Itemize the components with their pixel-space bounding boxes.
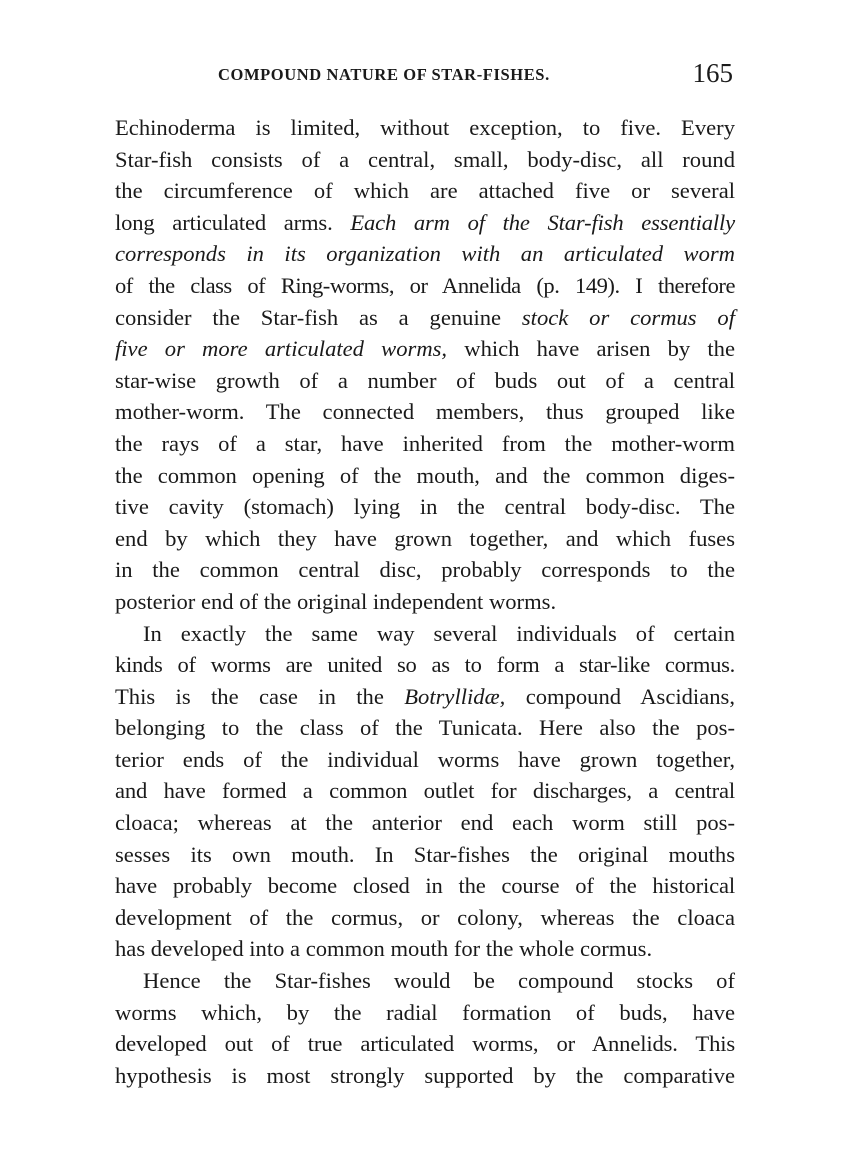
text-line: the common opening of the mouth, and the common diges- xyxy=(115,462,735,488)
text-line: end by which they have grown together, and which fuses xyxy=(115,525,735,551)
text-run: This is the case in the xyxy=(115,683,405,709)
text-line: cloaca; whereas at the anterior end each worm still pos- xyxy=(115,810,735,836)
text-line: kinds of worms are united so as to form a star-like cormus. xyxy=(115,652,735,678)
text-run: which have arisen by the xyxy=(447,336,735,362)
body-text xyxy=(115,112,735,1091)
italic-text: five or more articulated worms, xyxy=(115,336,448,362)
paragraph xyxy=(115,112,735,618)
text-line: tive cavity (stomach) lying in the central body-disc. The xyxy=(115,494,735,520)
text-line: mother-worm. The connected members, thus grouped like xyxy=(115,399,735,425)
text-line: belonging to the class of the Tunicata. Here also the pos- xyxy=(115,715,735,741)
italic-text: corresponds in its organization with an articulated worm xyxy=(115,241,735,267)
text-line xyxy=(115,681,735,713)
text-line: in the common central disc, probably corresponds to the xyxy=(115,557,735,583)
text-line xyxy=(115,207,735,239)
page-number: 165 xyxy=(692,58,733,88)
italic-text: Botryllidæ, xyxy=(404,683,506,709)
text-line: the circumference of which are attached five or several xyxy=(115,178,735,204)
text-line: hypothesis is most strongly supported by the comparative xyxy=(115,1062,735,1088)
text-line: terior ends of the individual worms have grown together, xyxy=(115,746,735,772)
text-line: Echinoderma is limited, without exception, to five. Every xyxy=(115,115,735,140)
text-line: Star-fish consists of a central, small, body-disc, all round xyxy=(115,146,735,172)
paragraph xyxy=(115,965,735,1091)
text-line: In exactly the same way several individuals of certain xyxy=(143,620,735,646)
text-line xyxy=(115,238,735,270)
text-line: development of the cormus, or colony, whereas the cloaca xyxy=(115,904,735,930)
text-run: consider the Star-fish as a genuine xyxy=(115,304,522,330)
paragraph xyxy=(115,618,735,966)
text-line: developed out of true articulated worms, or Annelids. This xyxy=(115,1031,735,1057)
text-line: of the class of Ring-worms, or Annelida (p. 149). I therefore xyxy=(115,272,735,298)
text-run: long articulated arms. xyxy=(115,209,351,235)
italic-text: stock or cormus of xyxy=(521,304,736,330)
text-line: has developed into a common mouth for the whole cormus. xyxy=(115,936,653,962)
running-head xyxy=(115,58,735,92)
text-line xyxy=(115,333,735,365)
text-line: star-wise growth of a number of buds out of a central xyxy=(115,367,735,393)
text-line xyxy=(115,302,735,334)
text-line: sesses its own mouth. In Star-fishes the original mouths xyxy=(115,841,735,867)
text-line: worms which, by the radial formation of buds, have xyxy=(115,999,735,1025)
text-line: the rays of a star, have inherited from the mother-worm xyxy=(115,430,735,456)
running-title: COMPOUND NATURE OF STAR-FISHES. xyxy=(218,65,550,84)
text-line: and have formed a common outlet for discharges, a central xyxy=(115,778,735,804)
text-line: posterior end of the original independent worms. xyxy=(115,588,557,614)
text-line: Hence the Star-fishes would be compound stocks of xyxy=(143,968,735,994)
text-run: compound Ascidians, xyxy=(505,683,735,709)
italic-text: Each arm of the Star-fish essentially xyxy=(350,209,735,235)
text-line: have probably become closed in the course of the historical xyxy=(115,873,735,899)
